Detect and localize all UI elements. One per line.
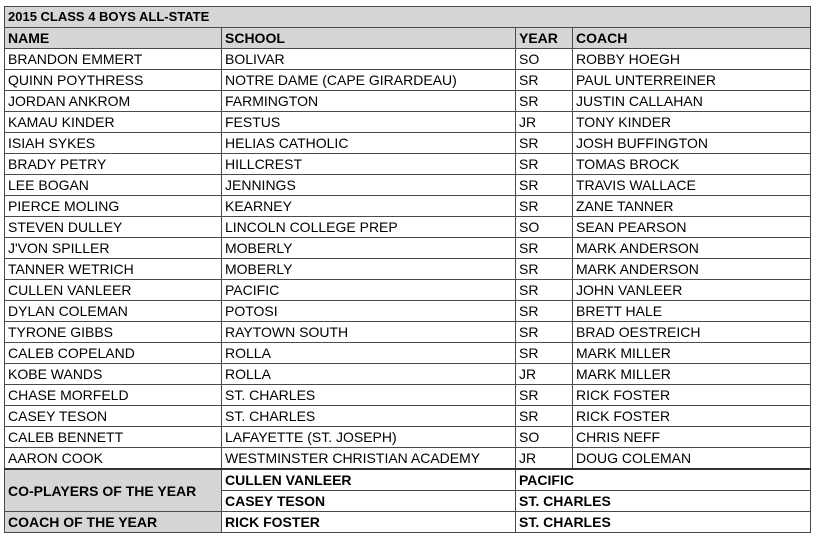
- player-coach: MARK MILLER: [573, 364, 811, 385]
- player-school: KEARNEY: [222, 196, 516, 217]
- table-row: [5, 133, 811, 154]
- player-coach: BRAD OESTREICH: [573, 322, 811, 343]
- table-row: [5, 343, 811, 364]
- column-header-school: SCHOOL: [222, 28, 516, 49]
- header-row: [5, 28, 811, 49]
- player-name: ISIAH SYKES: [5, 133, 222, 154]
- player-school: ROLLA: [222, 364, 516, 385]
- player-coach: ZANE TANNER: [573, 196, 811, 217]
- player-year: SR: [516, 91, 573, 112]
- player-name: KAMAU KINDER: [5, 112, 222, 133]
- player-coach: RICK FOSTER: [573, 406, 811, 427]
- player-school: RAYTOWN SOUTH: [222, 322, 516, 343]
- player-coach: MARK ANDERSON: [573, 238, 811, 259]
- player-school: BOLIVAR: [222, 49, 516, 70]
- player-year: SR: [516, 322, 573, 343]
- table-row: [5, 91, 811, 112]
- column-header-name: NAME: [5, 28, 222, 49]
- table-row: [5, 259, 811, 280]
- co-players-label: CO-PLAYERS OF THE YEAR: [5, 469, 222, 512]
- player-coach: TOMAS BROCK: [573, 154, 811, 175]
- table-row: [5, 406, 811, 427]
- player-school: FESTUS: [222, 112, 516, 133]
- player-coach: MARK MILLER: [573, 343, 811, 364]
- co-players-row-1: [5, 469, 811, 491]
- player-school: LINCOLN COLLEGE PREP: [222, 217, 516, 238]
- coach-of-year-name: RICK FOSTER: [222, 512, 516, 533]
- player-name: BRADY PETRY: [5, 154, 222, 175]
- co-player-name: CULLEN VANLEER: [222, 469, 516, 491]
- player-coach: JOSH BUFFINGTON: [573, 133, 811, 154]
- table-row: [5, 175, 811, 196]
- player-school: WESTMINSTER CHRISTIAN ACADEMY: [222, 448, 516, 470]
- player-school: MOBERLY: [222, 238, 516, 259]
- player-name: LEE BOGAN: [5, 175, 222, 196]
- player-coach: JUSTIN CALLAHAN: [573, 91, 811, 112]
- player-year: SR: [516, 70, 573, 91]
- player-coach: TONY KINDER: [573, 112, 811, 133]
- player-coach: SEAN PEARSON: [573, 217, 811, 238]
- table-row: [5, 196, 811, 217]
- player-year: JR: [516, 112, 573, 133]
- table-row: [5, 427, 811, 448]
- player-coach: BRETT HALE: [573, 301, 811, 322]
- player-coach: PAUL UNTERREINER: [573, 70, 811, 91]
- player-coach: TRAVIS WALLACE: [573, 175, 811, 196]
- co-player-school: PACIFIC: [516, 469, 811, 491]
- table-row: [5, 49, 811, 70]
- column-header-coach: COACH: [573, 28, 811, 49]
- player-school: LAFAYETTE (ST. JOSEPH): [222, 427, 516, 448]
- coach-of-year-school: ST. CHARLES: [516, 512, 811, 533]
- player-name: CALEB COPELAND: [5, 343, 222, 364]
- player-year: SR: [516, 133, 573, 154]
- table-row: [5, 154, 811, 175]
- player-school: FARMINGTON: [222, 91, 516, 112]
- player-year: SR: [516, 385, 573, 406]
- player-school: PACIFIC: [222, 280, 516, 301]
- coach-of-year-label: COACH OF THE YEAR: [5, 512, 222, 533]
- table-row: [5, 280, 811, 301]
- table-title: 2015 CLASS 4 BOYS ALL-STATE: [5, 7, 811, 28]
- player-school: HELIAS CATHOLIC: [222, 133, 516, 154]
- co-player-name: CASEY TESON: [222, 491, 516, 512]
- player-school: ROLLA: [222, 343, 516, 364]
- table-row: [5, 70, 811, 91]
- player-name: QUINN POYTHRESS: [5, 70, 222, 91]
- player-name: PIERCE MOLING: [5, 196, 222, 217]
- table-row: [5, 217, 811, 238]
- table-row: [5, 385, 811, 406]
- player-school: MOBERLY: [222, 259, 516, 280]
- player-coach: MARK ANDERSON: [573, 259, 811, 280]
- table-row: [5, 112, 811, 133]
- player-name: KOBE WANDS: [5, 364, 222, 385]
- player-year: SR: [516, 238, 573, 259]
- player-name: J'VON SPILLER: [5, 238, 222, 259]
- player-year: SR: [516, 175, 573, 196]
- table-row: [5, 238, 811, 259]
- player-year: SR: [516, 301, 573, 322]
- player-year: SR: [516, 154, 573, 175]
- player-year: SO: [516, 49, 573, 70]
- player-name: JORDAN ANKROM: [5, 91, 222, 112]
- player-year: JR: [516, 364, 573, 385]
- table-row: [5, 448, 811, 470]
- table-row: [5, 301, 811, 322]
- player-year: SR: [516, 343, 573, 364]
- coach-of-year-row: [5, 512, 811, 533]
- co-player-school: ST. CHARLES: [516, 491, 811, 512]
- player-name: DYLAN COLEMAN: [5, 301, 222, 322]
- player-school: POTOSI: [222, 301, 516, 322]
- player-name: AARON COOK: [5, 448, 222, 470]
- player-coach: DOUG COLEMAN: [573, 448, 811, 470]
- player-year: SR: [516, 196, 573, 217]
- player-coach: RICK FOSTER: [573, 385, 811, 406]
- player-name: CALEB BENNETT: [5, 427, 222, 448]
- player-name: TYRONE GIBBS: [5, 322, 222, 343]
- player-year: SR: [516, 280, 573, 301]
- player-name: CASEY TESON: [5, 406, 222, 427]
- player-year: SO: [516, 217, 573, 238]
- player-school: NOTRE DAME (CAPE GIRARDEAU): [222, 70, 516, 91]
- player-name: TANNER WETRICH: [5, 259, 222, 280]
- player-coach: JOHN VANLEER: [573, 280, 811, 301]
- player-name: STEVEN DULLEY: [5, 217, 222, 238]
- player-school: ST. CHARLES: [222, 406, 516, 427]
- table-row: [5, 322, 811, 343]
- player-year: SR: [516, 259, 573, 280]
- player-coach: ROBBY HOEGH: [573, 49, 811, 70]
- player-school: JENNINGS: [222, 175, 516, 196]
- player-year: SR: [516, 406, 573, 427]
- player-year: JR: [516, 448, 573, 470]
- player-name: BRANDON EMMERT: [5, 49, 222, 70]
- player-name: CHASE MORFELD: [5, 385, 222, 406]
- player-name: CULLEN VANLEER: [5, 280, 222, 301]
- player-school: ST. CHARLES: [222, 385, 516, 406]
- title-row: [5, 7, 811, 28]
- table-row: [5, 364, 811, 385]
- player-school: HILLCREST: [222, 154, 516, 175]
- column-header-year: YEAR: [516, 28, 573, 49]
- all-state-table: [4, 6, 811, 533]
- player-year: SO: [516, 427, 573, 448]
- player-coach: CHRIS NEFF: [573, 427, 811, 448]
